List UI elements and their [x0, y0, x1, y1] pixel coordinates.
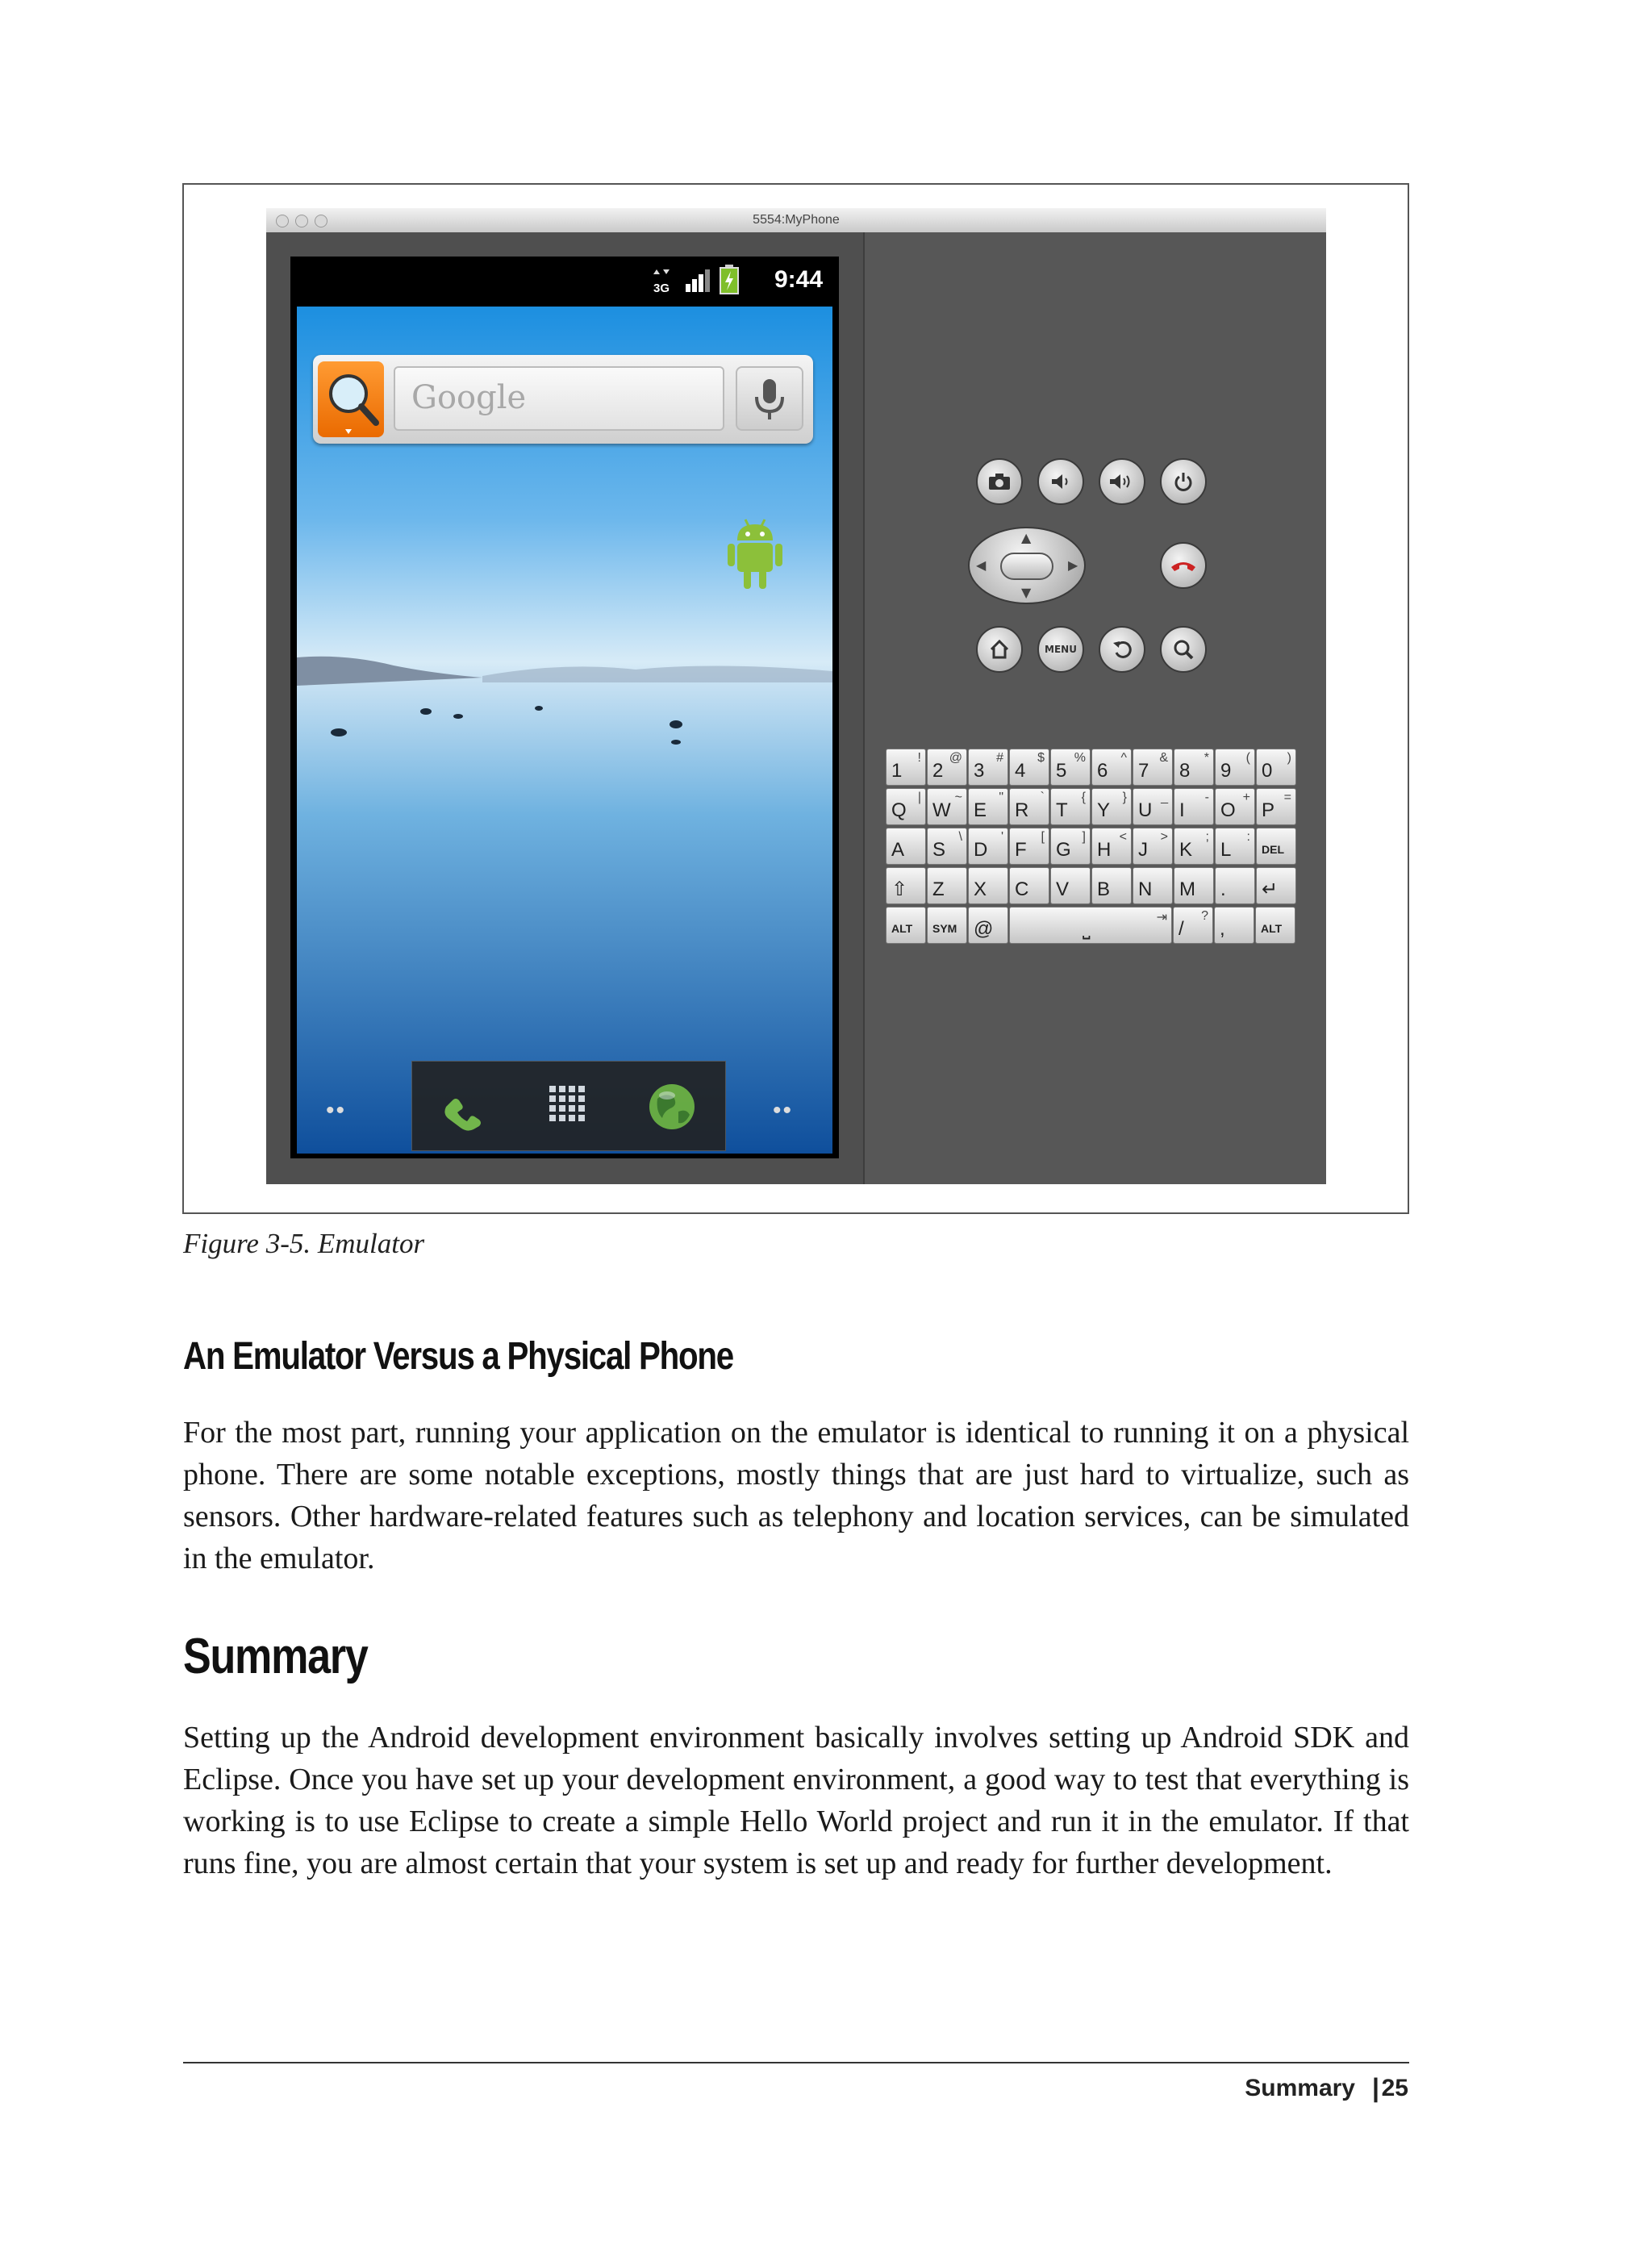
- key-row1-5[interactable]: [1091, 749, 1132, 786]
- app-drawer-grid-icon[interactable]: [546, 1083, 591, 1128]
- search-hardware-button[interactable]: [1160, 626, 1207, 673]
- key-row3-6[interactable]: [1133, 828, 1173, 865]
- android-robot-icon[interactable]: [726, 516, 784, 595]
- volume-up-button[interactable]: [1099, 458, 1145, 505]
- key-row4-6[interactable]: [1133, 867, 1173, 904]
- key-label: DEL: [1262, 843, 1284, 856]
- key-label: 1: [891, 760, 903, 782]
- key-alt-label: &: [1159, 751, 1168, 765]
- status-bar: [290, 257, 839, 307]
- google-search-input[interactable]: [394, 366, 724, 431]
- key-alt-label: %: [1074, 751, 1086, 765]
- key-label: H: [1097, 839, 1112, 861]
- key-alt-label: #: [996, 751, 1003, 765]
- magnifier-icon: [318, 361, 384, 437]
- window-titlebar: [266, 208, 1326, 233]
- key-label: R: [1015, 799, 1029, 821]
- key-tab-label: ⇥: [1156, 911, 1167, 924]
- browser-globe-icon[interactable]: [646, 1081, 698, 1133]
- key-row3-9[interactable]: [1256, 828, 1296, 865]
- key-label: T: [1056, 799, 1068, 821]
- key-row3-3[interactable]: [1009, 828, 1049, 865]
- key-row2-0[interactable]: [886, 788, 926, 825]
- key-row2-8[interactable]: [1215, 788, 1255, 825]
- key-row2-1[interactable]: [927, 788, 967, 825]
- key-row2-5[interactable]: [1091, 788, 1132, 825]
- key-row1-2[interactable]: [968, 749, 1008, 786]
- key-label: K: [1179, 839, 1193, 861]
- hardware-controls-panel: [863, 232, 1326, 1184]
- key-row2-7[interactable]: [1174, 788, 1214, 825]
- key-label: B: [1097, 878, 1111, 900]
- key-row2-2[interactable]: [968, 788, 1008, 825]
- key-alt-label: }: [1122, 791, 1127, 804]
- key-label: 0: [1262, 760, 1273, 782]
- key-row3-5[interactable]: [1091, 828, 1132, 865]
- key-row4-3[interactable]: [1009, 867, 1049, 904]
- key-label: O: [1220, 799, 1236, 821]
- status-time: 9:44: [774, 266, 823, 293]
- key-alt-label: ]: [1082, 830, 1086, 844]
- home-icon: [988, 638, 1011, 661]
- key-alt-label: [: [1041, 830, 1045, 844]
- key-alt-label: >: [1160, 830, 1168, 844]
- key-row3-4[interactable]: [1050, 828, 1091, 865]
- key-label: ALT: [1261, 922, 1283, 935]
- key-label: ⇧: [891, 878, 908, 900]
- window-title: 5554:MyPhone: [753, 213, 840, 227]
- key-label: Z: [932, 878, 945, 900]
- key-alt-label: ~: [954, 791, 962, 804]
- key-alt-label: $: [1037, 751, 1045, 765]
- key-row1-0[interactable]: [886, 749, 926, 786]
- menu-button[interactable]: MENU: [1037, 626, 1084, 673]
- key-label: U: [1138, 799, 1153, 821]
- key-label: A: [891, 839, 905, 861]
- section-heading-summary: Summary: [183, 1629, 368, 1684]
- camera-icon: [987, 472, 1012, 491]
- key-row2-6[interactable]: [1133, 788, 1173, 825]
- key-label: SYM: [932, 922, 957, 935]
- key-row2-9[interactable]: [1256, 788, 1296, 825]
- key-row4-9[interactable]: [1256, 867, 1296, 904]
- footer-section-name: Summary: [1245, 2075, 1355, 2101]
- key-row2-4[interactable]: [1050, 788, 1091, 825]
- key-space[interactable]: [1009, 907, 1172, 944]
- key-label: J: [1138, 839, 1148, 861]
- phone-screen: [290, 257, 839, 1158]
- key-label: Y: [1097, 799, 1111, 821]
- key-alt-label: _: [1161, 791, 1168, 804]
- key-label: ↵: [1262, 878, 1279, 900]
- key-label: ALT: [891, 922, 913, 935]
- key-row4-7[interactable]: [1174, 867, 1214, 904]
- search-icon: [1172, 638, 1195, 661]
- end-call-button[interactable]: [1160, 542, 1207, 589]
- key-row1-9[interactable]: [1256, 749, 1296, 786]
- dpad-down-arrow-icon[interactable]: ▼: [1021, 585, 1032, 600]
- key-label: X: [974, 878, 987, 900]
- key-question-label: ?: [1201, 909, 1208, 923]
- key-slash[interactable]: [1173, 907, 1213, 944]
- phone-dialer-icon[interactable]: [436, 1083, 485, 1131]
- key-at[interactable]: [968, 907, 1008, 944]
- google-search-widget: [313, 355, 813, 444]
- key-label: P: [1262, 799, 1275, 821]
- key-comma[interactable]: [1214, 907, 1254, 944]
- key-row1-4[interactable]: [1050, 749, 1091, 786]
- key-label: 5: [1056, 760, 1067, 782]
- microphone-icon: [737, 368, 802, 429]
- key-label: S: [932, 839, 946, 861]
- key-row2-3[interactable]: [1009, 788, 1049, 825]
- key-alt-label: !: [917, 751, 921, 765]
- key-label: W: [932, 799, 951, 821]
- camera-button[interactable]: [976, 458, 1023, 505]
- launcher-dock: [411, 1061, 726, 1151]
- key-alt-label: =: [1283, 791, 1291, 804]
- key-alt-left[interactable]: [886, 907, 926, 944]
- back-arrow-icon: [1111, 638, 1133, 661]
- key-label: N: [1138, 878, 1153, 900]
- key-label: 6: [1097, 760, 1108, 782]
- key-alt-label: *: [1204, 751, 1209, 765]
- key-alt-label: `: [1040, 791, 1045, 804]
- key-alt-label: |: [917, 791, 921, 804]
- footer-separator: |: [1372, 2073, 1379, 2102]
- key-alt-label: :: [1246, 830, 1250, 844]
- directional-pad[interactable]: [968, 527, 1086, 604]
- emulator-body: [266, 232, 1326, 1184]
- key-label: I: [1179, 799, 1185, 821]
- battery-charging-icon: [720, 265, 739, 295]
- svg-text:3G: 3G: [653, 282, 670, 295]
- key-alt-label: ': [1000, 830, 1003, 844]
- power-icon: [1173, 471, 1194, 492]
- key-row3-7[interactable]: [1174, 828, 1214, 865]
- page-number: 25: [1381, 2075, 1408, 2101]
- key-label: 9: [1220, 760, 1232, 782]
- key-alt-label: @: [949, 751, 962, 765]
- qwerty-keyboard: [886, 749, 1299, 950]
- end-call-icon: [1170, 557, 1197, 574]
- volume-down-button[interactable]: [1037, 458, 1084, 505]
- key-label: L: [1220, 839, 1232, 861]
- key-label: .: [1220, 878, 1226, 900]
- back-button[interactable]: [1099, 626, 1145, 673]
- key-row1-8[interactable]: [1215, 749, 1255, 786]
- power-button[interactable]: [1160, 458, 1207, 505]
- section-body-emulator-vs-phone: For the most part, running your application on the emulator is identical to running it on a physical phone. There are some notable exceptions, mostly things that are just hard to virtualize, such as sensors. Other hardware-related features such as telephony and location services, can be simulated in the emulator.: [183, 1416, 1409, 1575]
- section-heading-emulator-vs-phone: An Emulator Versus a Physical Phone: [183, 1335, 733, 1378]
- key-label: Q: [891, 799, 907, 821]
- key-label: D: [974, 839, 988, 861]
- key-row3-8[interactable]: [1215, 828, 1255, 865]
- search-placeholder: Google: [411, 379, 527, 416]
- section-body-summary: Setting up the Android development environment basically involves setting up Android SDK and Eclipse. Once you have set up your development environment, a good way to test that everything is working is to use Eclipse to create a simple Hello World project and run it in the emulator. If that runs fine, you are almost certain that your system is set up and ready for further development.: [183, 1721, 1409, 1880]
- key-row4-2[interactable]: [968, 867, 1008, 904]
- key-label: E: [974, 799, 987, 821]
- home-button[interactable]: [976, 626, 1023, 673]
- search-button[interactable]: [318, 361, 384, 437]
- key-sym[interactable]: [927, 907, 967, 944]
- footer-divider: [183, 2062, 1409, 2063]
- key-alt-label: +: [1242, 791, 1250, 804]
- key-row1-6[interactable]: [1133, 749, 1173, 786]
- key-label: /: [1179, 918, 1184, 940]
- key-row4-1[interactable]: [927, 867, 967, 904]
- left-page-indicator[interactable]: ••: [326, 1097, 347, 1124]
- key-label: 8: [1179, 760, 1191, 782]
- key-row1-3[interactable]: [1009, 749, 1049, 786]
- key-row3-1[interactable]: [927, 828, 967, 865]
- voice-search-button[interactable]: [736, 366, 803, 431]
- key-row1-1[interactable]: [927, 749, 967, 786]
- key-alt-label: ": [999, 791, 1003, 804]
- key-label: G: [1056, 839, 1071, 861]
- key-row4-0[interactable]: [886, 867, 926, 904]
- volume-up-icon: [1108, 472, 1136, 491]
- key-alt-label: -: [1204, 791, 1209, 804]
- dpad-up-arrow-icon[interactable]: ▲: [1021, 530, 1032, 545]
- key-row3-0[interactable]: [886, 828, 926, 865]
- key-label: ⎵: [1083, 918, 1091, 940]
- figure-caption: Figure 3-5. Emulator: [183, 1228, 425, 1259]
- key-row4-4[interactable]: [1050, 867, 1091, 904]
- key-label: F: [1015, 839, 1027, 861]
- key-label: ,: [1220, 918, 1225, 940]
- volume-down-icon: [1049, 472, 1073, 491]
- key-alt-label: ^: [1120, 751, 1127, 765]
- key-label: C: [1015, 878, 1029, 900]
- dpad-left-arrow-icon[interactable]: ◀: [976, 557, 987, 573]
- dpad-center-button[interactable]: [1000, 553, 1053, 580]
- key-row4-5[interactable]: [1091, 867, 1132, 904]
- key-label: M: [1179, 878, 1195, 900]
- key-alt-label: \: [958, 830, 962, 844]
- network-3g-icon: [652, 268, 673, 295]
- dpad-right-arrow-icon[interactable]: ▶: [1068, 557, 1078, 573]
- key-alt-label: {: [1081, 791, 1086, 804]
- key-label: 2: [932, 760, 944, 782]
- key-alt-label: <: [1119, 830, 1127, 844]
- key-label: 7: [1138, 760, 1149, 782]
- key-alt-right[interactable]: [1255, 907, 1295, 944]
- key-row3-2[interactable]: [968, 828, 1008, 865]
- home-screen-wallpaper: [297, 307, 832, 1154]
- key-label: 4: [1015, 760, 1026, 782]
- key-row4-8[interactable]: [1215, 867, 1255, 904]
- phone-panel: [266, 232, 865, 1184]
- key-row1-7[interactable]: [1174, 749, 1214, 786]
- key-alt-label: ;: [1205, 830, 1209, 844]
- key-alt-label: (: [1245, 751, 1250, 765]
- key-label: 3: [974, 760, 985, 782]
- emulator-window: [266, 208, 1326, 1184]
- key-label: @: [974, 918, 994, 940]
- signal-strength-icon: [684, 268, 711, 294]
- key-alt-label: ): [1287, 751, 1291, 765]
- right-page-indicator[interactable]: ••: [773, 1097, 794, 1124]
- key-label: V: [1056, 878, 1070, 900]
